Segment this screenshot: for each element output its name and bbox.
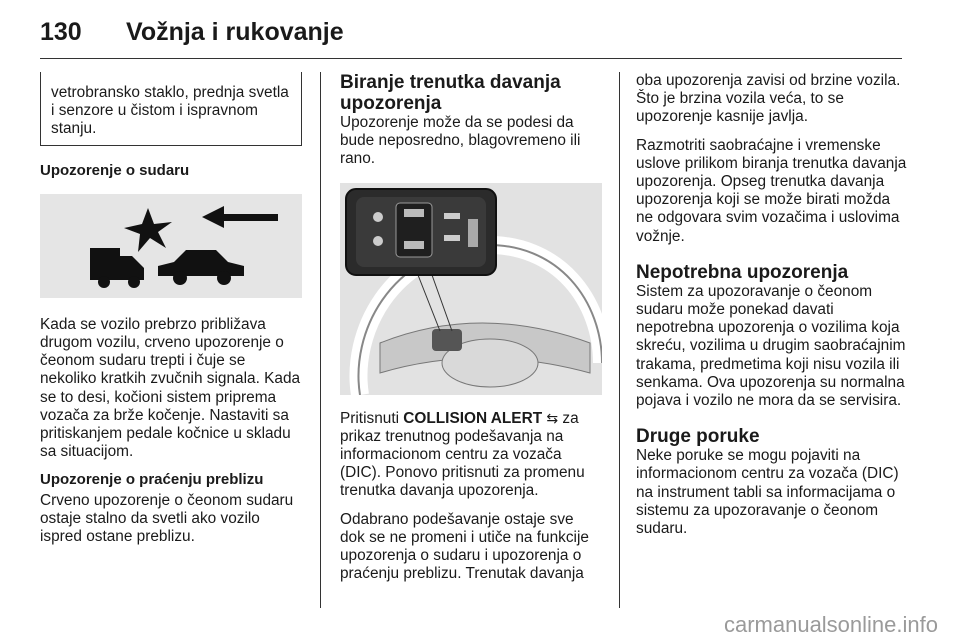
- note-box: [40, 72, 302, 146]
- truck-icon: [90, 248, 144, 288]
- header-rule: [40, 58, 902, 59]
- column-1: [40, 72, 302, 556]
- page-header: [40, 12, 900, 52]
- heading-unneeded-alerts: Nepotrebna upozorenja: [636, 261, 849, 283]
- paragraph-selected-setting: Odabrano podešavanje ostaje sve dok se ne promeni i utiče na funkcije upozorenja o sudaru i upozorenja o praćenju preblizu. Trenutak davanja: [340, 510, 589, 583]
- steering-wheel-figure: [340, 183, 602, 395]
- column-3: [636, 72, 908, 548]
- heading-warning-timing: Biranje trenutka davanja upozorenja: [340, 72, 561, 114]
- arrow-left-icon: [202, 206, 278, 228]
- paragraph-collision: Kada se vozilo prebrzo približava drugom vozilu, crveno upozorenje o čeonom sudaru trepti i čuje se nekoliko kratkih zvučnih signala. Kada se to desi, kočioni sistem priprema vozača za brže kočenje. Nastaviti sa pritiskanjem pedale kočnice u skladu sa situacijom.: [40, 315, 301, 461]
- collision-warning-illustration: [40, 194, 302, 298]
- paragraph-conditions: Razmotriti saobraćajne i vremenske uslove prilikom biranja trenutka davanja upozorenja. Opseg trenutka davanja upozorenja koji se može birati možda ne odgovara svim vozačima i uslovima vožnje.: [636, 136, 907, 245]
- page-number: 130: [40, 18, 82, 46]
- column-divider-2: [619, 72, 620, 608]
- collision-alert-button-icon: [444, 213, 460, 219]
- collision-alert-label: COLLISION ALERT: [403, 409, 543, 427]
- heading-other-messages: Druge poruke: [636, 426, 760, 448]
- paragraph-press-button: Pritisnuti COLLISION ALERT ⇆ za prikaz trenutnog podešavanja na informacionom centru za vozača (DIC). Ponovo pritisnuti za promenu trenutka davanja upozorenja.: [340, 409, 585, 500]
- heading-tailgating-warning: Upozorenje o praćenju preblizu: [40, 471, 264, 489]
- note-text: vetrobransko staklo, prednja svetla i senzore u čistom i ispravnom stanju.: [51, 84, 289, 138]
- paragraph-timing: Upozorenje može da se podesi da bude neposredno, blagovremeno ili rano.: [340, 114, 581, 168]
- car-icon: [158, 250, 244, 285]
- paragraph-tailgating: Crveno upozorenje o čeonom sudaru ostaje stalno da svetli ako vozilo ispred ostane preblizu.: [40, 491, 294, 546]
- paragraph-unneeded: Sistem za upozoravanje o čeonom sudaru može ponekad davati nepotrebna upozorenja o vozilima koja skreću, vozilima u drugim saobraćajnim trakama, predmetima koji nisu vozila ili senkama. Ova upozorenja su normalna pojava i vozilo ne mora da se servisira.: [636, 282, 906, 410]
- steering-wheel-illustration: [340, 183, 602, 395]
- paragraph-other: Neke poruke se mogu pojaviti na informacionom centru za vozača (DIC) na instrument tabli sa informacijama o sistemu za upozoravanje o čeonom sudaru.: [636, 447, 899, 538]
- cruise-button-icon: [444, 235, 460, 241]
- watermark: carmanualsonline.info: [723, 612, 938, 637]
- impact-star-icon: [124, 208, 172, 252]
- paragraph-speed: oba upozorenja zavisi od brzine vozila. Što je brzina vozila veća, to se upozorenje kasnije javlja.: [636, 72, 901, 126]
- collision-alert-icon: ⇆: [546, 409, 559, 426]
- column-divider-1: [320, 72, 321, 608]
- phone-button-icon: [373, 212, 383, 222]
- chapter-title: Vožnja i rukovanje: [126, 18, 344, 46]
- column-2: [340, 72, 602, 593]
- collision-figure: [40, 194, 302, 298]
- heading-collision-warning: Upozorenje o sudaru: [40, 161, 190, 179]
- cancel-button-icon: [373, 236, 383, 246]
